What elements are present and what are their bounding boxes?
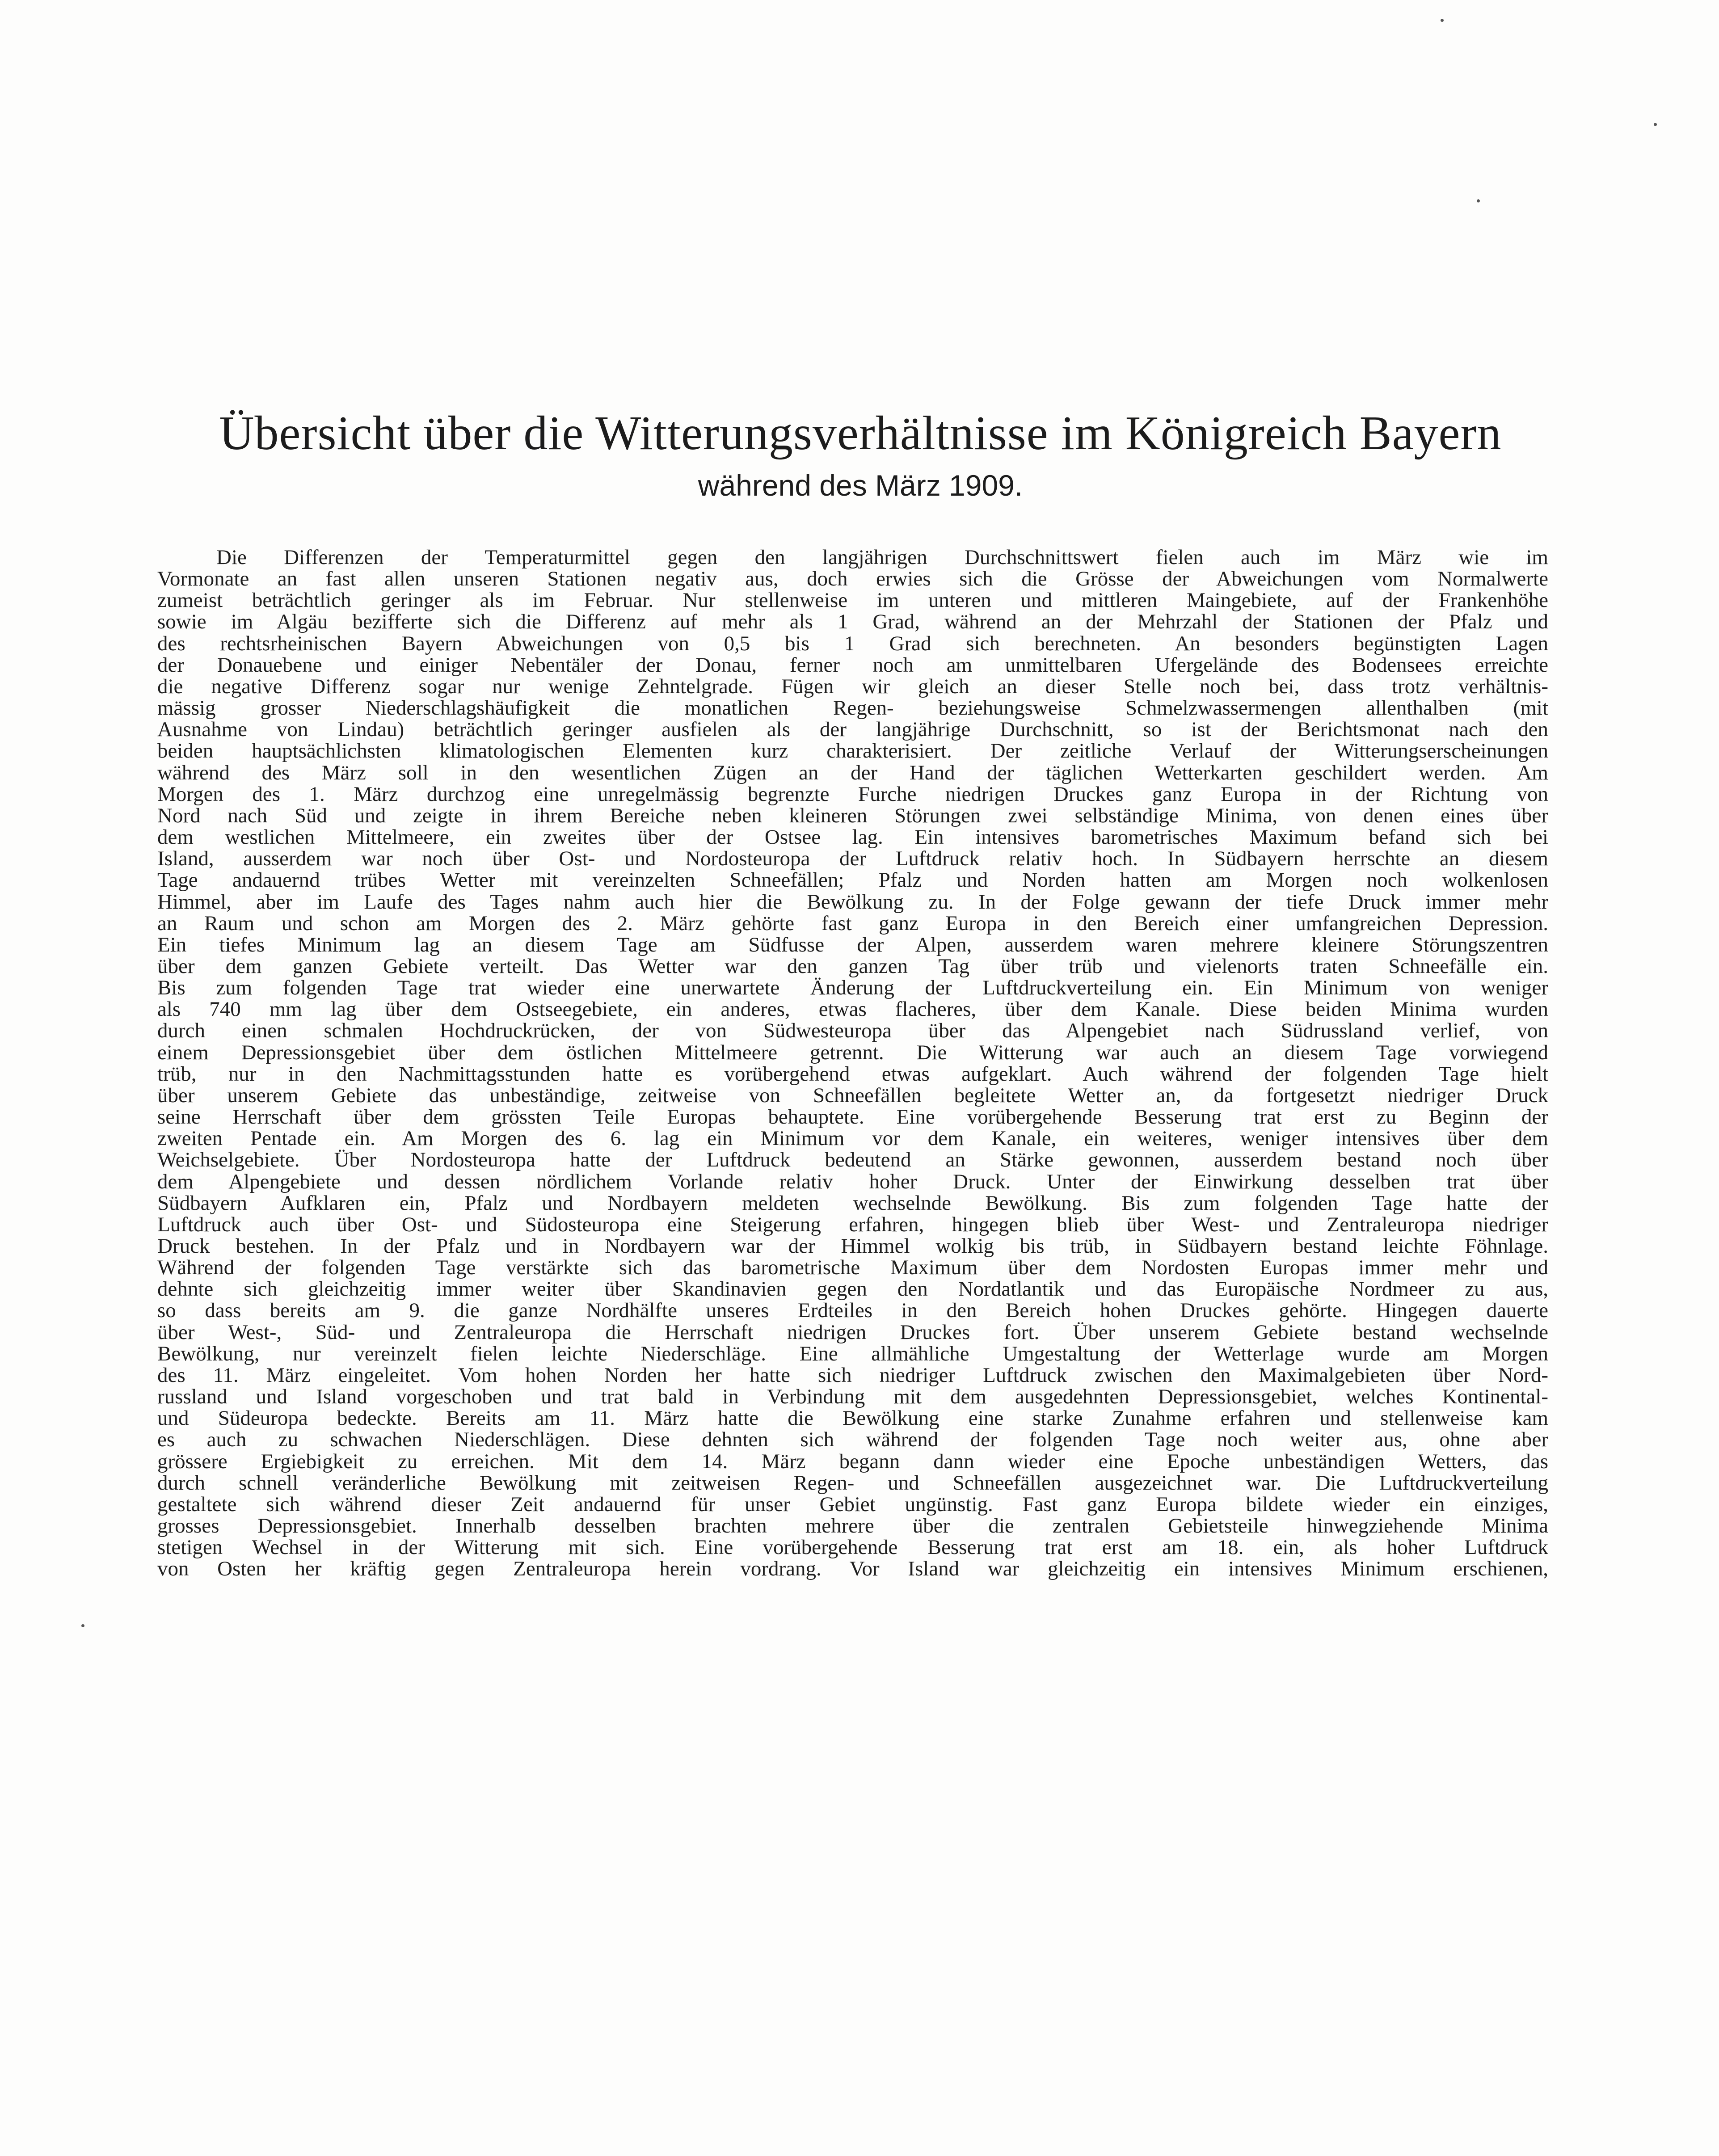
text-line: seine Herrschaft über dem grössten Teile Europas behauptete. Eine vorübergehende Besserung trat erst zu Beginn der <box>157 1105 1548 1129</box>
text-line: als 740 mm lag über dem Ostseegebiete, ein anderes, etwas flacheres, über dem Kanale. Diese beiden Minima wurden <box>157 998 1548 1021</box>
text-line: dehnte sich gleichzeitig immer weiter über Skandinavien gegen den Nordatlantik und das Europäische Nordmeer zu aus, <box>157 1277 1548 1301</box>
text-line: durch schnell veränderliche Bewölkung mit zeitweisen Regen- und Schneefällen ausgezeichnet war. Die Luftdruckverteilung <box>157 1471 1548 1495</box>
text-line: grössere Ergiebigkeit zu erreichen. Mit dem 14. März begann dann wieder eine Epoche unbeständigen Wetters, das <box>157 1449 1548 1473</box>
text-line: der Donauebene und einiger Nebentäler der Donau, ferner noch am unmittelbaren Ufergelände des Bodensees erreichte <box>157 653 1548 677</box>
scan-speck <box>1477 199 1480 202</box>
text-line: Himmel, aber im Laufe des Tages nahm auch hier die Bewölkung zu. In der Folge gewann der tiefe Druck immer mehr <box>157 890 1548 914</box>
text-line: über dem ganzen Gebiete verteilt. Das Wetter war den ganzen Tag über trüb und vielenorts traten Schneefälle ein. <box>157 954 1548 978</box>
text-line: zweiten Pentade ein. Am Morgen des 6. lag ein Minimum vor dem Kanale, ein weiteres, weniger intensives über dem <box>157 1127 1548 1150</box>
text-line: es auch zu schwachen Niederschlägen. Diese dehnten sich während der folgenden Tage noch weiter aus, ohne aber <box>157 1428 1548 1452</box>
text-line: und Südeuropa bedeckte. Bereits am 11. März hatte die Bewölkung eine starke Zunahme erfahren und stellenweise kam <box>157 1406 1548 1430</box>
text-line: dem westlichen Mittelmeere, ein zweites über der Ostsee lag. Ein intensives barometrisches Maximum befand sich bei <box>157 825 1548 849</box>
body-paragraph <box>157 547 1548 1601</box>
text-line: Druck bestehen. In der Pfalz und in Nordbayern war der Himmel wolkig bis trüb, in Südbayern bestand leichte Föhnlage. <box>157 1234 1548 1258</box>
text-line: einem Depressionsgebiet über dem östlichen Mittelmeere getrennt. Die Witterung war auch an diesem Tage vorwiegend <box>157 1040 1548 1064</box>
text-line: Bewölkung, nur vereinzelt fielen leichte Niederschläge. Eine allmähliche Umgestaltung der Wetterlage wurde am Morgen <box>157 1342 1548 1365</box>
text-line: Luftdruck auch über Ost- und Südosteuropa eine Steigerung erfahren, hingegen blieb über West- und Zentraleuropa niedriger <box>157 1213 1548 1236</box>
text-line: des 11. März eingeleitet. Vom hohen Norden her hatte sich niedriger Luftdruck zwischen den Maximalgebieten über Nord- <box>157 1363 1548 1387</box>
page-title: Übersicht über die Witterungsverhältnisse im Königreich Bayern <box>219 407 1502 460</box>
text-line: durch einen schmalen Hochdruckrücken, der von Südwesteuropa über das Alpengebiet nach Südrussland verlief, von <box>157 1019 1548 1043</box>
scan-speck <box>1441 19 1444 22</box>
text-line: sowie im Algäu bezifferte sich die Differenz auf mehr als 1 Grad, während an der Mehrzahl der Stationen der Pfalz und <box>157 610 1548 634</box>
text-line: während des März soll in den wesentlichen Zügen an der Hand der täglichen Wetterkarten geschildert werden. Am <box>157 761 1548 784</box>
page-subtitle: während des März 1909. <box>698 469 1023 502</box>
text-line: Tage andauernd trübes Wetter mit vereinzelten Schneefällen; Pfalz und Norden hatten am Morgen noch wolkenlosen <box>157 868 1548 892</box>
text-line: Ein tiefes Minimum lag an diesem Tage am Südfusse der Alpen, ausserdem waren mehrere kleinere Störungszentren <box>157 933 1548 956</box>
text-line: russland und Island vorgeschoben und trat bald in Verbindung mit dem ausgedehnten Depressionsgebiet, welches Kontinental- <box>157 1385 1548 1409</box>
text-line: Island, ausserdem war noch über Ost- und Nordosteuropa der Luftdruck relativ hoch. In Südbayern herrschte an diesem <box>157 847 1548 871</box>
text-line: grosses Depressionsgebiet. Innerhalb desselben brachten mehrere über die zentralen Gebietsteile hinwegziehende Minima <box>157 1514 1548 1538</box>
page-header <box>116 404 1605 505</box>
text-line: Die Differenzen der Temperaturmittel gegen den langjährigen Durchschnittswert fielen auch im März wie im <box>216 546 1548 569</box>
text-line: beiden hauptsächlichsten klimatologischen Elementen kurz charakterisiert. Der zeitliche Verlauf der Witterungserscheinungen <box>157 739 1548 763</box>
text-line: stetigen Wechsel in der Witterung mit sich. Eine vorübergehende Besserung trat erst am 18. ein, als hoher Luftdruck <box>157 1536 1548 1559</box>
text-line: des rechtsrheinischen Bayern Abweichungen von 0,5 bis 1 Grad sich berechneten. An besonders begünstigten Lagen <box>157 632 1548 655</box>
scan-speck <box>81 1624 84 1627</box>
text-line: an Raum und schon am Morgen des 2. März gehörte fast ganz Europa in den Bereich einer umfangreichen Depression. <box>157 911 1548 935</box>
text-line: die negative Differenz sogar nur wenige Zehntelgrade. Fügen wir gleich an dieser Stelle noch bei, dass trotz verhältnis- <box>157 674 1548 698</box>
text-line: Ausnahme von Lindau) beträchtlich geringer ausfielen als der langjährige Durchschnitt, so ist der Berichtsmonat nach den <box>157 718 1548 741</box>
text-line <box>157 1580 1548 1601</box>
text-line: trüb, nur in den Nachmittagsstunden hatte es vorübergehend etwas aufgeklart. Auch während der folgenden Tage hielt <box>157 1062 1548 1086</box>
text-line: über unserem Gebiete das unbeständige, zeitweise von Schneefällen begleitete Wetter an, da fortgesetzt niedriger Druck <box>157 1083 1548 1107</box>
text-line: von Osten her kräftig gegen Zentraleuropa herein vordrang. Vor Island war gleichzeitig ein intensives Minimum erschienen, <box>157 1557 1548 1581</box>
text-line: Vormonate an fast allen unseren Stationen negativ aus, doch erwies sich die Grösse der Abweichungen vom Normalwerte <box>157 567 1548 591</box>
text-line: so dass bereits am 9. die ganze Nordhälfte unseres Erdteiles in den Bereich hohen Druckes gehörte. Hingegen dauerte <box>157 1299 1548 1322</box>
text-line: zumeist beträchtlich geringer als im Februar. Nur stellenweise im unteren und mittleren Maingebiete, auf der Frankenhöhe <box>157 589 1548 612</box>
text-line: Während der folgenden Tage verstärkte sich das barometrische Maximum über dem Nordosten Europas immer mehr und <box>157 1256 1548 1280</box>
text-line: Südbayern Aufklaren ein, Pfalz und Nordbayern meldeten wechselnde Bewölkung. Bis zum folgenden Tage hatte der <box>157 1191 1548 1215</box>
text-line: Nord nach Süd und zeigte in ihrem Bereiche neben kleineren Störungen zwei selbständige Minima, von denen eines über <box>157 804 1548 827</box>
text-line: über West-, Süd- und Zentraleuropa die Herrschaft niedrigen Druckes fort. Über unserem Gebiete bestand wechselnde <box>157 1320 1548 1344</box>
text-line: Bis zum folgenden Tage trat wieder eine unerwartete Änderung der Luftdruckverteilung ein. Ein Minimum von weniger <box>157 976 1548 1000</box>
text-line: gestaltete sich während dieser Zeit andauernd für unser Gebiet ungünstig. Fast ganz Europa bildete wieder ein einziges, <box>157 1492 1548 1516</box>
text-line: Weichselgebiete. Über Nordosteuropa hatte der Luftdruck bedeutend an Stärke gewonnen, ausserdem bestand noch über <box>157 1148 1548 1172</box>
text-line: Morgen des 1. März durchzog eine unregelmässig begrenzte Furche niedrigen Druckes ganz Europa in der Richtung von <box>157 782 1548 806</box>
text-line: dem Alpengebiete und dessen nördlichem Vorlande relativ hoher Druck. Unter der Einwirkung desselben trat über <box>157 1170 1548 1193</box>
scan-speck <box>1654 123 1657 126</box>
text-line: mässig grosser Niederschlagshäufigkeit die monatlichen Regen- beziehungsweise Schmelzwassermengen allenthalben (mit <box>157 696 1548 720</box>
